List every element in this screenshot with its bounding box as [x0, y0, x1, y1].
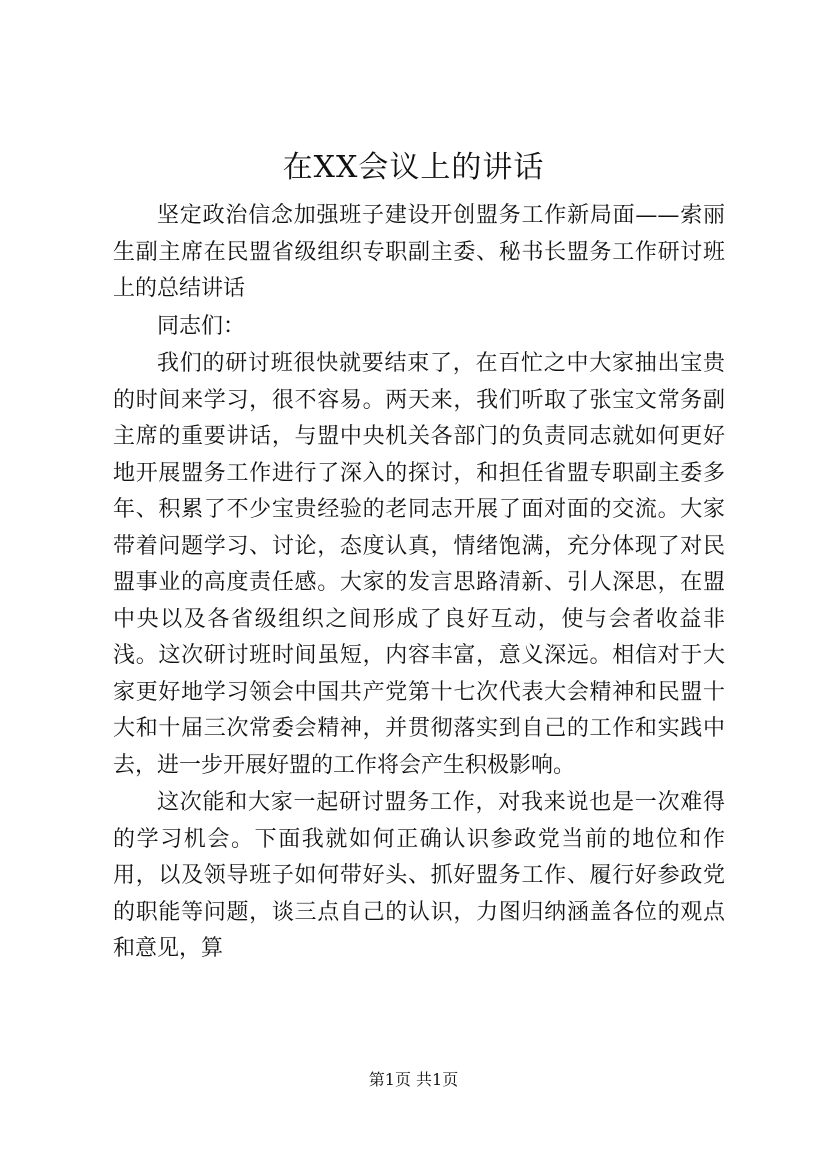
speech-subtitle-paragraph: 坚定政治信念加强班子建设开创盟务工作新局面——索丽生副主席在民盟省级组织专职副主委、秘书长盟务工作研讨班上的总结讲话 — [113, 203, 725, 301]
body-paragraph: 这次能和大家一起研讨盟务工作，对我来说也是一次难得的学习机会。下面我就如何正确认识参政党当前的地位和作用，以及领导班子如何带好头、抓好盟务工作、履行好参政党的职能等问题，谈三点自己的认识，力图归纳涵盖各位的观点和意见，算 — [113, 790, 725, 961]
document-title: 在XX会议上的讲话 — [282, 150, 545, 185]
page-footer: 第1页 共1页 — [368, 1070, 459, 1089]
document-body — [113, 198, 725, 969]
body-paragraph: 我们的研讨班很快就要结束了，在百忙之中大家抽出宝贵的时间来学习，很不容易。两天来，我们听取了张宝文常务副主席的重要讲话，与盟中央机关各部门的负责同志就如何更好地开展盟务工作进行了深入的探讨，和担任省盟专职副主委多年、积累了不少宝贵经验的老同志开展了面对面的交流。大家带着问题学习、讨论，态度认真，情绪饱满，充分体现了对民盟事业的高度责任感。大家的发言思路清新、引人深思，在盟中央以及各省级组织之间形成了良好互动，使与会者收益非浅。这次研讨班时间虽短，内容丰富，意义深远。相信对于大家更好地学习领会中国共产党第十七次代表大会精神和民盟十大和十届三次常委会精神，并贯彻落实到自己的工作和实践中去，进一步开展好盟的工作将会产生积极影响。 — [113, 351, 725, 778]
salutation-paragraph: 同志们： — [157, 313, 246, 339]
